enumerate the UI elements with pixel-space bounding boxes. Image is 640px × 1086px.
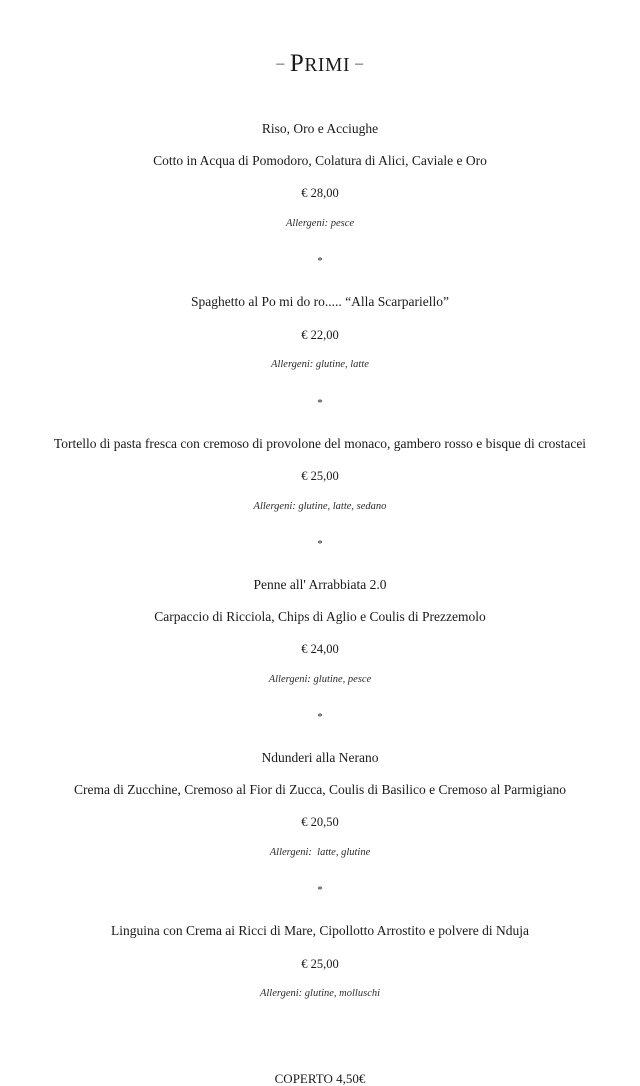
- dish-separator: *: [317, 711, 323, 723]
- dish-name: Tortello di pasta fresca con cremoso di provolone del monaco, gambero rosso e bisque di crostacei: [53, 435, 587, 451]
- dish-body: [0, 896, 640, 1000]
- dish-separator: *: [317, 255, 323, 267]
- dish-item: [0, 76, 640, 229]
- dish-description: Carpaccio di Ricciola, Chips di Aglio e Coulis di Prezzemolo: [154, 608, 486, 624]
- dish-separator: *: [317, 538, 323, 550]
- dish-price: € 25,00: [301, 956, 339, 971]
- dish-allergens: Allergeni: pesce: [285, 217, 355, 229]
- title-dash-left: –: [276, 55, 285, 73]
- title-rest: RIMI: [304, 55, 351, 76]
- title-dash-right: –: [355, 55, 364, 73]
- dish-separator: *: [317, 396, 323, 409]
- dish-price: € 28,00: [301, 186, 339, 200]
- dish-item: [0, 685, 640, 858]
- dish-body: [0, 76, 640, 229]
- dish-body: [0, 267, 640, 371]
- dish-allergens: Allergeni: glutine, pesce: [268, 673, 372, 685]
- dish-price: € 22,00: [301, 327, 339, 342]
- dish-allergens: Allergeni: latte, glutine: [269, 846, 371, 858]
- dish-body: [0, 550, 640, 685]
- dish-item: [0, 229, 640, 371]
- dish-item: [0, 371, 640, 513]
- dish-price: € 25,00: [301, 469, 339, 483]
- dish-list: [0, 76, 640, 1000]
- dish-name: Ndunderi alla Nerano: [261, 750, 379, 765]
- dish-item: [0, 858, 640, 1000]
- title-initial: P: [289, 50, 305, 77]
- dish-description: Cotto in Acqua di Pomodoro, Colatura di Alici, Caviale e Oro: [153, 152, 487, 168]
- dish-body: [0, 409, 640, 513]
- dish-name: Linguina con Crema ai Ricci di Mare, Cipollotto Arrostito e polvere di Nduja: [110, 923, 530, 938]
- dish-allergens: Allergeni: glutine, latte: [271, 359, 369, 370]
- dish-separator: *: [317, 884, 323, 896]
- page-title: [0, 0, 640, 76]
- dish-allergens: Allergeni: glutine, molluschi: [259, 988, 381, 999]
- dish-name: Penne all' Arrabbiata 2.0: [253, 577, 387, 592]
- dish-body: [0, 723, 640, 858]
- dish-item: [0, 512, 640, 685]
- dish-name: Riso, Oro e Acciughe: [261, 121, 379, 136]
- dish-allergens: Allergeni: glutine, latte, sedano: [253, 500, 387, 512]
- dish-price: € 20,50: [301, 815, 339, 829]
- dish-name: Spaghetto al Po mi do ro..... “Alla Scarpariello”: [191, 294, 449, 309]
- cover-charge-note: COPERTO 4,50€: [274, 1070, 366, 1086]
- dish-description: Crema di Zucchine, Cremoso al Fior di Zucca, Coulis di Basilico e Cremoso al Parmigiano: [74, 781, 566, 797]
- dish-price: € 24,00: [301, 642, 339, 656]
